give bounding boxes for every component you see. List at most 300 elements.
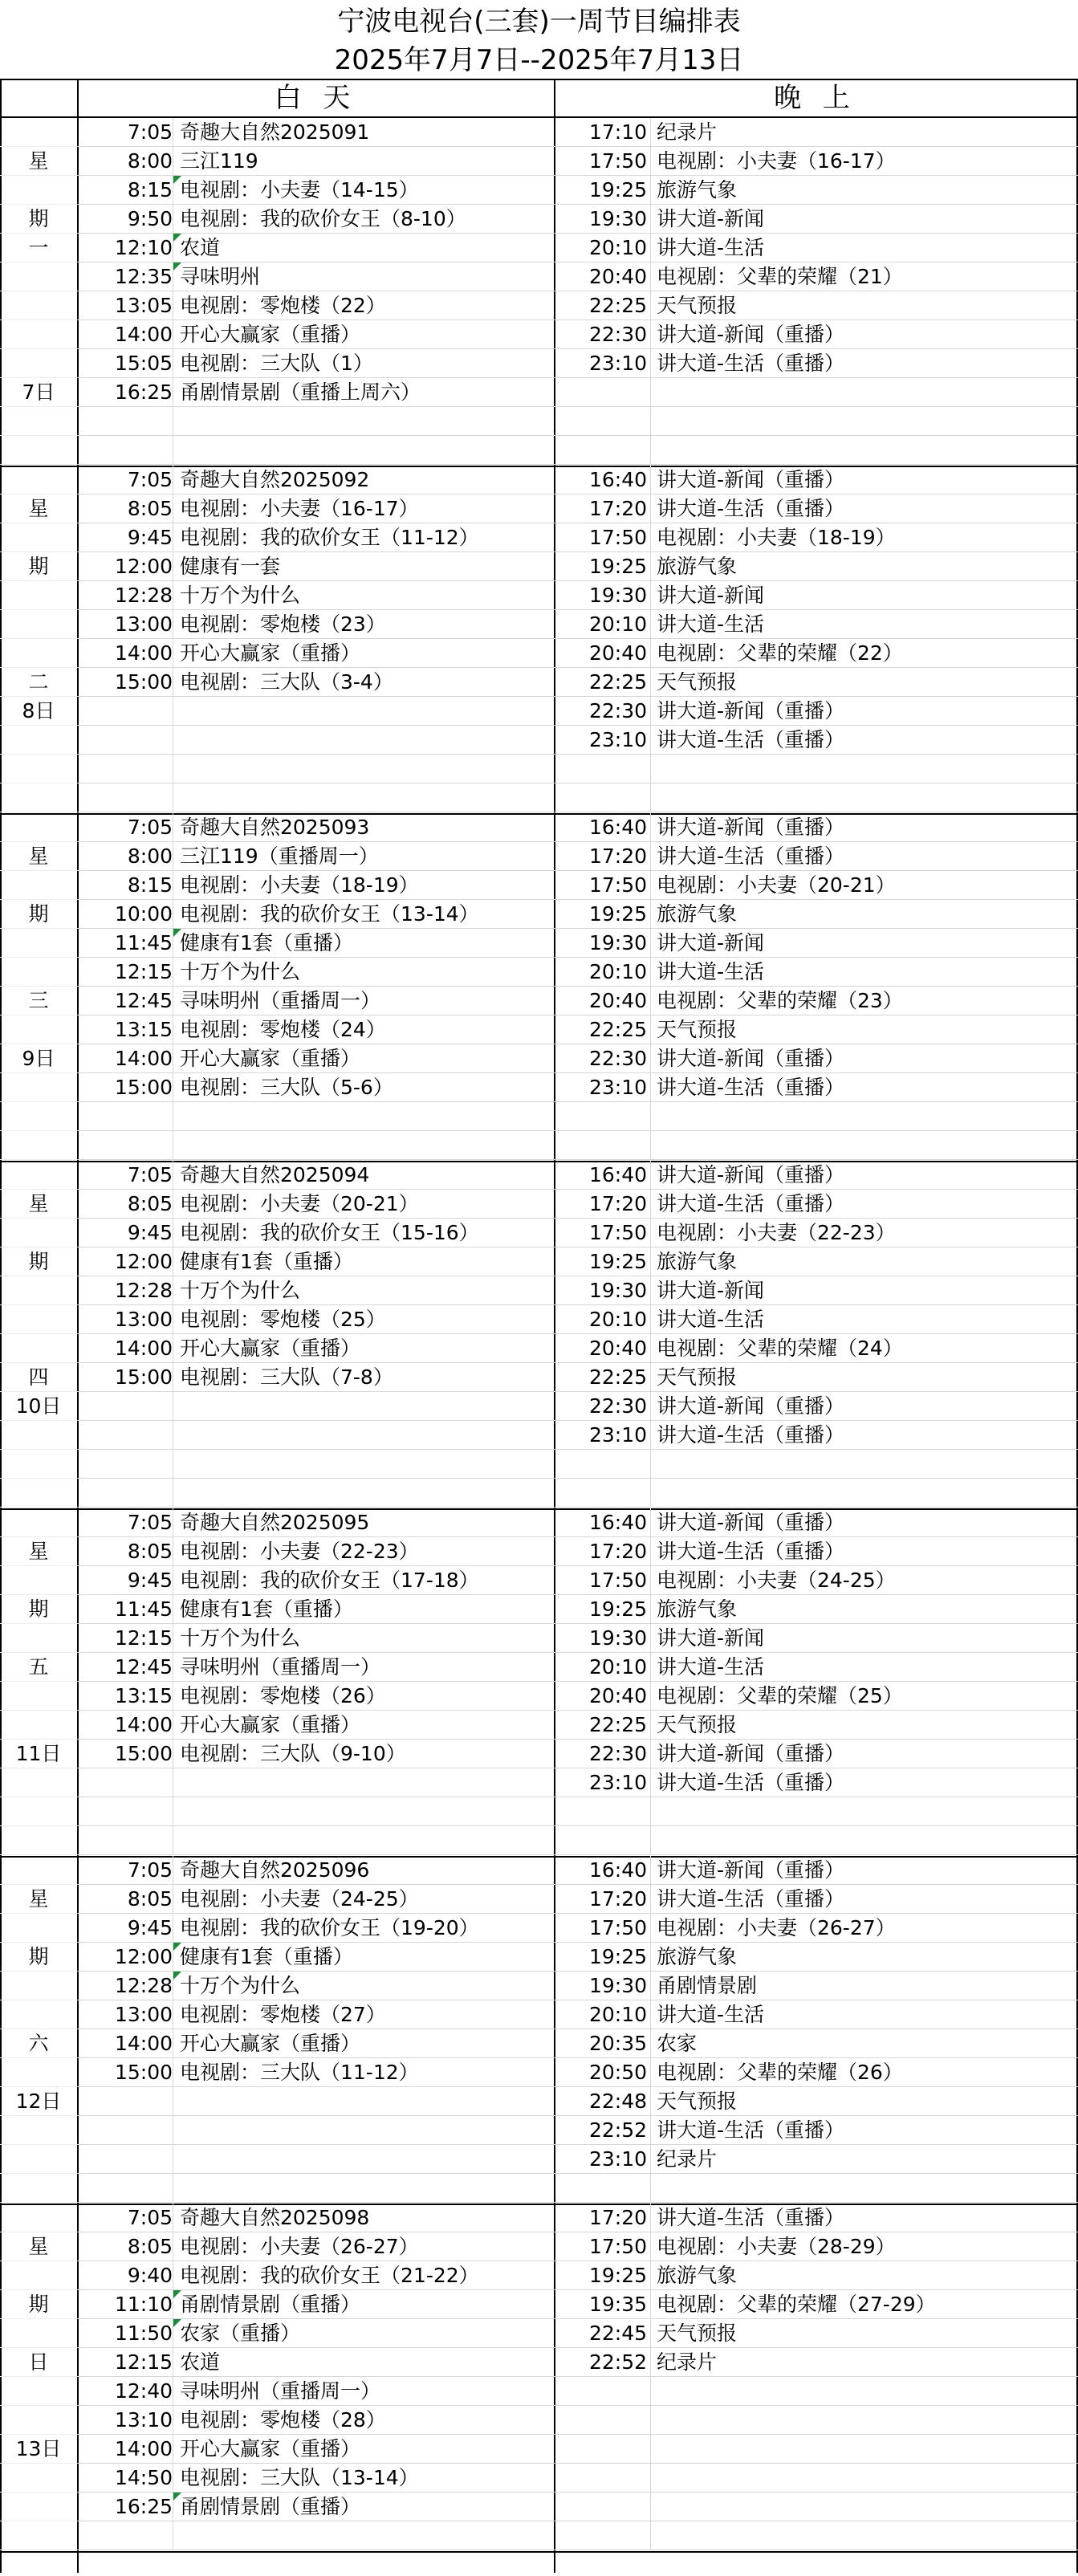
schedule-row [0,1131,1078,1160]
schedule-row [0,2232,1078,2261]
weekday-label: 星 [28,497,49,520]
daytime-slot-time: 12:00 [114,1250,173,1273]
daytime-slot-time: 14:00 [114,2032,173,2055]
evening-program-name: 讲大道-新闻（重播） [657,816,845,839]
evening-slot-time: 19:30 [588,931,647,954]
schedule-row [0,2348,1078,2377]
day-block [0,2204,1078,2550]
evening-program-name: 讲大道-新闻（重播） [657,1394,845,1418]
weekday-label: 期 [28,2293,49,2316]
daytime-slot-time: 15:00 [114,1742,173,1765]
cell-comment-marker [173,176,181,184]
schedule-row [0,1624,1078,1653]
daytime-program-name: 奇趣大自然2025094 [180,1163,370,1186]
cell-comment-marker [173,262,181,271]
schedule-row [0,118,1078,147]
daytime-slot-time: 7:05 [127,2206,173,2229]
daytime-program-name: 开心大赢家（重播） [180,641,361,665]
weekday-label: 星 [28,1540,49,1563]
schedule-row [0,1392,1078,1421]
weekday-label: 期 [28,207,49,230]
evening-program-name: 讲大道-新闻 [657,207,765,230]
schedule-row [0,176,1078,205]
schedule-row [0,407,1078,436]
schedule-row [0,523,1078,552]
evening-program-name: 电视剧：父辈的荣耀（27-29） [657,2293,936,2316]
daytime-program-name: 健康有1套（重播） [180,1945,353,1968]
daytime-slot-time: 9:45 [127,1221,173,1244]
schedule-row [0,610,1078,639]
daytime-program-name: 电视剧：零炮楼（23） [180,612,386,636]
weekday-label: 13日 [15,2437,62,2460]
daytime-program-name: 电视剧：零炮楼（28） [180,2408,386,2432]
schedule-row [0,581,1078,610]
schedule-row [0,2406,1078,2435]
daytime-program-name: 开心大赢家（重播） [180,1713,361,1736]
daytime-program-name: 三江119（重播周一） [180,844,379,868]
evening-program-name: 电视剧：小夫妻（28-29） [657,2235,896,2258]
evening-slot-time: 22:25 [588,1365,647,1389]
evening-program-name: 电视剧：小夫妻（24-25） [657,1569,896,1592]
evening-program-name: 电视剧：父辈的荣耀（21） [657,265,903,288]
day-block [0,466,1078,812]
daytime-slot-time: 12:45 [114,989,173,1012]
evening-slot-time: 17:20 [588,1887,647,1911]
evening-program-name: 讲大道-生活 [657,1308,765,1331]
evening-slot-time: 17:50 [588,1916,647,1939]
evening-slot-time: 23:10 [588,1771,647,1794]
evening-slot-time: 19:30 [588,1974,647,1997]
schedule-row [0,2464,1078,2493]
schedule-row [0,726,1078,755]
daytime-slot-time: 13:00 [114,2003,173,2026]
evening-slot-time: 17:50 [588,526,647,549]
daytime-program-name: 电视剧：小夫妻（18-19） [180,873,419,897]
schedule-row [0,783,1078,812]
daytime-program-name: 健康有一套 [180,555,281,578]
daytime-slot-time: 14:00 [114,641,173,665]
schedule-row [0,1972,1078,2000]
evening-program-name: 讲大道-生活（重播） [657,2206,845,2229]
evening-slot-time: 17:50 [588,1221,647,1244]
day-block [0,118,1078,465]
daytime-slot-time: 12:40 [114,2379,173,2403]
schedule-row [0,2029,1078,2058]
cell-comment-marker [173,1943,181,1951]
daytime-slot-time: 12:15 [114,2350,173,2374]
daytime-program-name: 开心大赢家（重播） [180,2032,361,2055]
daytime-program-name: 开心大赢家（重播） [180,2437,361,2460]
day-block [0,813,1078,1160]
daytime-program-name: 奇趣大自然2025093 [180,816,370,839]
daytime-program-name: 电视剧：三大队（9-10） [180,1742,406,1765]
daytime-slot-time: 12:45 [114,1655,173,1679]
daytime-slot-time: 13:00 [114,612,173,636]
weekday-label: 期 [28,1945,49,1968]
schedule-row [0,900,1078,929]
evening-program-name: 讲大道-生活 [657,2003,765,2026]
daytime-program-name: 奇趣大自然2025096 [180,1858,370,1882]
schedule-row [0,205,1078,234]
evening-slot-time: 16:40 [588,816,647,839]
schedule-row [0,552,1078,581]
schedule-row [0,1044,1078,1073]
schedule-row [0,291,1078,320]
evening-program-name: 天气预报 [657,1713,738,1736]
weekday-label: 星 [28,1192,49,1215]
schedule-row [0,1566,1078,1595]
weekday-label: 五 [28,1655,49,1679]
schedule-row [0,1740,1078,1768]
evening-program-name: 讲大道-生活 [657,1655,765,1679]
cell-comment-marker [173,234,181,242]
evening-slot-time: 22:25 [588,294,647,317]
daytime-slot-time: 8:05 [127,2235,173,2258]
evening-program-name: 电视剧：小夫妻（18-19） [657,526,896,549]
evening-program-name: 电视剧：小夫妻（20-21） [657,873,896,897]
evening-program-name: 讲大道-生活（重播） [657,728,845,751]
schedule-row [0,2377,1078,2406]
evening-slot-time: 16:40 [588,468,647,491]
daytime-slot-time: 11:45 [114,1597,173,1621]
day-block-separator [0,2551,1078,2553]
daytime-program-name: 农道 [180,2350,221,2374]
evening-slot-time: 20:10 [588,612,647,636]
cell-comment-marker [173,929,181,937]
daytime-slot-time: 8:05 [127,1887,173,1911]
weekday-label: 四 [28,1365,49,1389]
daytime-program-name: 三江119 [180,149,258,173]
daytime-program-name: 电视剧：三大队（5-6） [180,1076,393,1099]
daytime-program-name: 寻味明州 [180,265,261,288]
evening-program-name: 旅游气象 [657,1945,738,1968]
schedule-row [0,2145,1078,2174]
evening-slot-time: 19:25 [588,555,647,578]
evening-program-name: 纪录片 [657,2147,718,2171]
daytime-slot-time: 9:50 [127,207,173,230]
daytime-slot-time: 9:40 [127,2264,173,2287]
schedule-row [0,1479,1078,1508]
daytime-program-name: 十万个为什么 [180,1626,301,1650]
daytime-program-name: 电视剧：零炮楼（24） [180,1018,386,1041]
evening-program-name: 天气预报 [657,1365,738,1389]
daytime-program-name: 电视剧：小夫妻（14-15） [180,178,419,201]
schedule-row [0,697,1078,726]
schedule-row [0,2204,1078,2232]
evening-slot-time: 17:50 [588,2235,647,2258]
evening-slot-time: 22:52 [588,2350,647,2374]
evening-program-name: 讲大道-生活（重播） [657,2118,845,2142]
daytime-program-name: 奇趣大自然2025092 [180,468,370,491]
evening-program-name: 讲大道-新闻（重播） [657,468,845,491]
daytime-program-name: 电视剧：三大队（7-8） [180,1365,393,1389]
evening-program-name: 电视剧：小夫妻（26-27） [657,1916,896,1939]
evening-program-name: 天气预报 [657,1018,738,1041]
evening-slot-time: 22:30 [588,1047,647,1070]
daytime-program-name: 十万个为什么 [180,960,301,983]
daytime-slot-time: 11:50 [114,2322,173,2345]
evening-slot-time: 23:10 [588,1076,647,1099]
daytime-program-name: 电视剧：小夫妻（20-21） [180,1192,419,1215]
schedule-row [0,1450,1078,1479]
daytime-program-name: 十万个为什么 [180,1279,301,1302]
evening-program-name: 纪录片 [657,120,718,144]
weekday-label: 三 [28,989,49,1012]
evening-slot-time: 16:40 [588,1858,647,1882]
daytime-program-name: 十万个为什么 [180,1974,301,1997]
daytime-slot-time: 12:28 [114,584,173,607]
daytime-slot-time: 15:00 [114,670,173,694]
weekday-label: 期 [28,555,49,578]
evening-program-name: 甬剧情景剧 [657,1974,758,1997]
daytime-program-name: 健康有1套（重播） [180,931,353,954]
evening-slot-time: 19:30 [588,1279,647,1302]
evening-program-name: 旅游气象 [657,1597,738,1621]
evening-program-name: 讲大道-生活（重播） [657,497,845,520]
weekday-label: 六 [28,2032,49,2055]
schedule-row [0,1102,1078,1131]
schedule-row [0,1856,1078,1885]
daytime-program-name: 电视剧：我的砍价女王（21-22） [180,2264,479,2287]
daytime-program-name: 电视剧：我的砍价女王（15-16） [180,1221,479,1244]
evening-program-name: 旅游气象 [657,902,738,926]
evening-program-name: 电视剧：父辈的荣耀（25） [657,1684,903,1707]
evening-program-name: 天气预报 [657,2322,738,2345]
evening-slot-time: 17:20 [588,497,647,520]
evening-program-name: 讲大道-新闻（重播） [657,1742,845,1765]
evening-program-name: 讲大道-新闻 [657,931,765,954]
daytime-slot-time: 9:45 [127,1569,173,1592]
weekday-label: 12日 [15,2090,62,2113]
evening-program-name: 农家 [657,2032,698,2055]
evening-program-name: 讲大道-生活（重播） [657,1423,845,1447]
daytime-slot-time: 13:10 [114,2408,173,2432]
daytime-program-name: 开心大赢家（重播） [180,323,361,346]
daytime-program-name: 十万个为什么 [180,584,301,607]
daytime-program-name: 电视剧：我的砍价女王（13-14） [180,902,479,926]
daytime-slot-time: 12:00 [114,555,173,578]
schedule-row [0,2493,1078,2521]
weekday-label: 二 [28,670,49,694]
evening-slot-time: 20:10 [588,236,647,259]
daytime-slot-time: 7:05 [127,1511,173,1534]
day-block [0,1856,1078,2203]
evening-slot-time: 20:10 [588,1308,647,1331]
evening-slot-time: 22:45 [588,2322,647,2345]
cell-comment-marker [173,2493,181,2501]
evening-program-name: 电视剧：小夫妻（22-23） [657,1221,896,1244]
schedule-row [0,1537,1078,1566]
schedule-row [0,639,1078,668]
daytime-slot-time: 13:15 [114,1018,173,1041]
evening-slot-time: 20:40 [588,1684,647,1707]
evening-slot-time: 17:20 [588,1540,647,1563]
evening-slot-time: 17:50 [588,1569,647,1592]
daytime-program-name: 电视剧：我的砍价女王（19-20） [180,1916,479,1939]
evening-program-name: 讲大道-新闻（重播） [657,323,845,346]
evening-slot-time: 22:30 [588,1394,647,1418]
daytime-program-name: 奇趣大自然2025095 [180,1511,370,1534]
daytime-program-name: 寻味明州（重播周一） [180,989,381,1012]
evening-program-name: 讲大道-生活 [657,960,765,983]
weekday-label: 星 [28,1887,49,1911]
evening-slot-time: 20:10 [588,1655,647,1679]
evening-slot-time: 20:40 [588,265,647,288]
daytime-program-name: 健康有1套（重播） [180,1250,353,1273]
evening-slot-time: 20:40 [588,989,647,1012]
daytime-program-name: 电视剧：小夫妻（24-25） [180,1887,419,1911]
weekday-label: 期 [28,902,49,926]
daytime-slot-time: 12:15 [114,960,173,983]
daytime-slot-time: 13:00 [114,1308,173,1331]
daytime-slot-time: 14:00 [114,2437,173,2460]
weekday-label: 10日 [15,1394,62,1418]
evening-slot-time: 17:20 [588,844,647,868]
daytime-slot-time: 8:00 [127,149,173,173]
daytime-program-name: 电视剧：零炮楼（26） [180,1684,386,1707]
evening-program-name: 纪录片 [657,2350,718,2374]
evening-program-name: 讲大道-生活（重播） [657,1540,845,1563]
daytime-slot-time: 7:05 [127,1858,173,1882]
schedule-row [0,1161,1078,1190]
evening-slot-time: 22:30 [588,1742,647,1765]
evening-program-name: 电视剧：父辈的荣耀（26） [657,2061,903,2084]
daytime-slot-time: 14:00 [114,1337,173,1360]
daytime-program-name: 电视剧：我的砍价女王（11-12） [180,526,479,549]
schedule-row [0,1711,1078,1740]
schedule-row [0,1943,1078,1972]
schedule-row [0,958,1078,987]
evening-program-name: 讲大道-新闻 [657,1626,765,1650]
schedule-row [0,466,1078,494]
daytime-program-name: 电视剧：我的砍价女王（17-18） [180,1569,479,1592]
evening-slot-time: 17:20 [588,1192,647,1215]
schedule-row [0,1247,1078,1276]
schedule-row [0,2000,1078,2029]
daytime-slot-time: 15:00 [114,1365,173,1389]
schedule-row [0,2174,1078,2203]
evening-slot-time: 20:10 [588,960,647,983]
schedule-row [0,1653,1078,1682]
schedule-row [0,1421,1078,1450]
evening-slot-time: 22:48 [588,2090,647,2113]
evening-program-name: 旅游气象 [657,178,738,201]
schedule-row [0,1595,1078,1624]
schedule-row [0,755,1078,783]
evening-program-name: 电视剧：小夫妻（16-17） [657,149,896,173]
evening-header: 晚 上 [774,82,856,114]
schedule-row [0,1914,1078,1943]
daytime-program-name: 甬剧情景剧（重播） [180,2293,361,2316]
evening-slot-time: 19:30 [588,1626,647,1650]
daytime-slot-time: 8:15 [127,873,173,897]
evening-slot-time: 20:40 [588,641,647,665]
daytime-slot-time: 12:10 [114,236,173,259]
daytime-slot-time: 15:00 [114,2061,173,2084]
schedule-row [0,668,1078,697]
weekday-label: 日 [28,2350,49,2374]
daytime-program-name: 电视剧：小夫妻（16-17） [180,497,419,520]
evening-slot-time: 19:30 [588,207,647,230]
evening-program-name: 讲大道-新闻（重播） [657,1511,845,1534]
daytime-slot-time: 8:15 [127,178,173,201]
schedule-row [0,2319,1078,2348]
evening-slot-time: 19:25 [588,902,647,926]
daytime-slot-time: 14:00 [114,1713,173,1736]
evening-program-name: 讲大道-生活（重播） [657,1771,845,1794]
weekday-label: 7日 [22,380,55,404]
evening-program-name: 讲大道-新闻（重播） [657,699,845,722]
evening-slot-time: 20:35 [588,2032,647,2055]
schedule-row [0,378,1078,407]
weekday-label: 星 [28,2235,49,2258]
daytime-program-name: 电视剧：三大队（1） [180,352,373,375]
daytime-slot-time: 14:00 [114,1047,173,1070]
daytime-slot-time: 7:05 [127,816,173,839]
daytime-program-name: 寻味明州（重播周一） [180,1655,381,1679]
daytime-program-name: 甬剧情景剧（重播上周六） [180,380,421,404]
evening-program-name: 讲大道-生活（重播） [657,352,845,375]
daytime-program-name: 电视剧：零炮楼（22） [180,294,386,317]
weekday-label: 星 [28,149,49,173]
cell-comment-marker [173,1972,181,1980]
evening-slot-time: 23:10 [588,352,647,375]
daytime-program-name: 健康有1套（重播） [180,1597,353,1621]
daytime-slot-time: 7:05 [127,1163,173,1186]
evening-slot-time: 17:50 [588,149,647,173]
daytime-header: 白 天 [274,82,357,114]
schedule-row [0,2261,1078,2290]
schedule-row [0,349,1078,378]
schedule-row [0,1885,1078,1914]
evening-program-name: 讲大道-生活（重播） [657,1192,845,1215]
evening-program-name: 讲大道-新闻 [657,1279,765,1302]
daytime-program-name: 寻味明州（重播周一） [180,2379,381,2403]
evening-program-name: 天气预报 [657,294,738,317]
evening-slot-time: 17:20 [588,2206,647,2229]
weekday-label: 一 [28,236,49,259]
schedule-row [0,1508,1078,1537]
weekday-label: 期 [28,1250,49,1273]
evening-program-name: 讲大道-生活（重播） [657,844,845,868]
evening-program-name: 电视剧：父辈的荣耀（23） [657,989,903,1012]
cell-comment-marker [173,2290,181,2298]
daytime-program-name: 电视剧：三大队（11-12） [180,2061,419,2084]
evening-slot-time: 19:30 [588,584,647,607]
daytime-slot-time: 13:05 [114,294,173,317]
schedule-row [0,1363,1078,1392]
daytime-program-name: 开心大赢家（重播） [180,1337,361,1360]
daytime-program-name: 开心大赢家（重播） [180,1047,361,1070]
schedule-row [0,234,1078,262]
daytime-slot-time: 15:05 [114,352,173,375]
daytime-slot-time: 8:05 [127,1192,173,1215]
evening-slot-time: 19:35 [588,2293,647,2316]
schedule-row [0,813,1078,842]
evening-slot-time: 19:25 [588,1250,647,1273]
daytime-program-name: 奇趣大自然2025091 [180,120,370,144]
evening-slot-time: 22:25 [588,670,647,694]
daytime-slot-time: 14:50 [114,2466,173,2489]
evening-slot-time: 16:40 [588,1511,647,1534]
weekday-label: 星 [28,844,49,868]
daytime-slot-time: 12:28 [114,1974,173,1997]
daytime-program-name: 奇趣大自然2025098 [180,2206,370,2229]
schedule-row [0,1073,1078,1102]
weekday-label: 9日 [22,1047,55,1070]
schedule-row [0,2087,1078,2116]
schedule-row [0,1305,1078,1334]
